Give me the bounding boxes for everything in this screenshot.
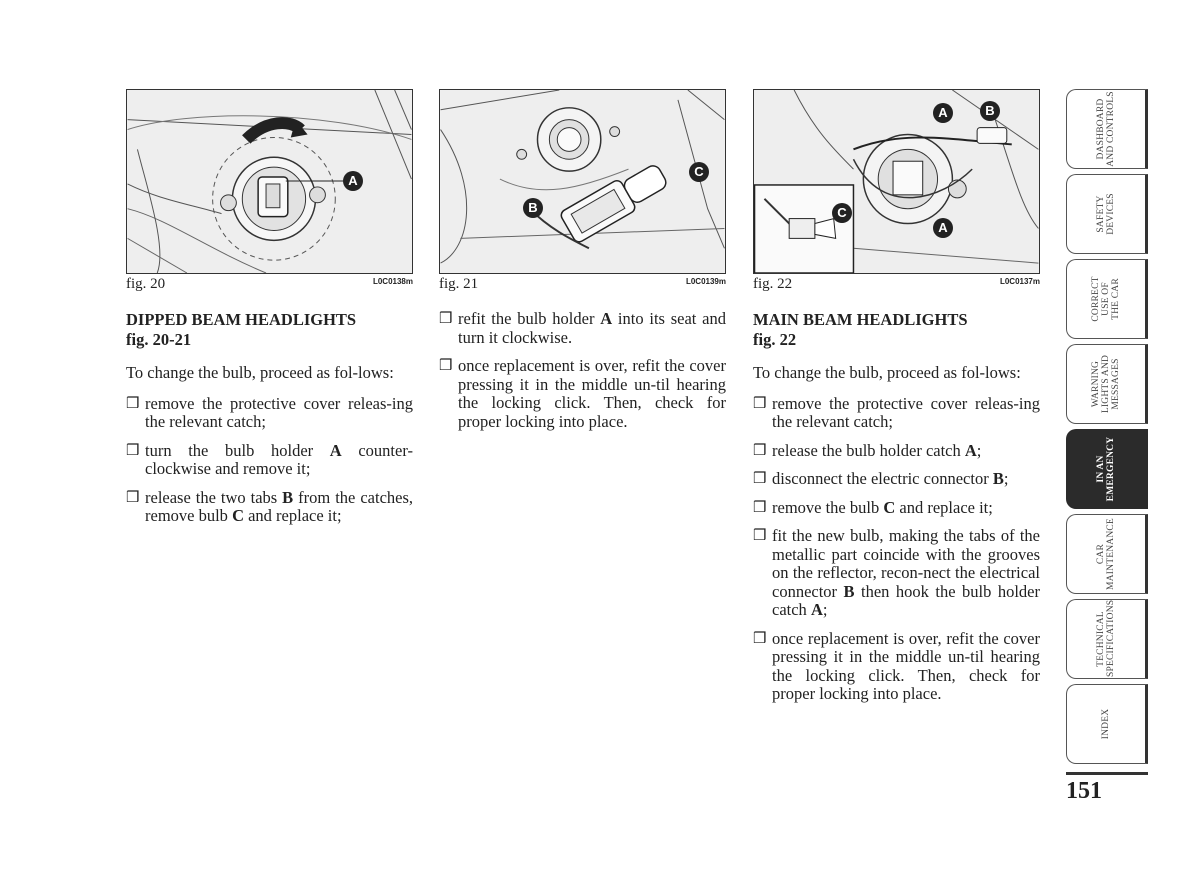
column-dipped-beam xyxy=(126,310,413,536)
step-text: once replacement is over, refit the cover pressing it in the middle un-til hearing the locking click. Then, check for proper locking into place. xyxy=(458,356,726,431)
figure-22-caption xyxy=(753,276,1040,296)
section-heading xyxy=(126,310,413,350)
checkbox-bullet-icon: ❒ xyxy=(126,395,140,412)
step-item xyxy=(126,489,413,526)
step-text: turn the bulb holder xyxy=(145,440,330,460)
checkbox-bullet-icon: ❒ xyxy=(753,528,767,544)
checkbox-bullet-icon: ❒ xyxy=(126,489,140,506)
tab-index[interactable] xyxy=(1066,684,1148,764)
step-text: and replace it; xyxy=(243,506,342,525)
figure-20-illustration xyxy=(127,90,412,273)
step-item xyxy=(439,357,726,431)
step-text: ; xyxy=(822,600,828,619)
step-item xyxy=(439,310,726,347)
step-ref: A xyxy=(964,440,977,460)
figure-21 xyxy=(439,89,726,274)
figure-code: L0C0138m xyxy=(372,277,413,286)
tab-label: WARNING LIGHTS AND MESSAGES xyxy=(1091,354,1121,414)
step-text: remove the protective cover releas-ing the relevant catch; xyxy=(772,393,1040,431)
callout-C: C xyxy=(689,162,709,182)
step-text: release the two tabs xyxy=(145,487,283,507)
tab-safety-devices[interactable] xyxy=(1066,174,1148,254)
tab-label: CORRECT USE OF THE CAR xyxy=(1091,276,1121,322)
intro-text: To change the bulb, proceed as fol-lows: xyxy=(126,363,394,382)
tab-label: INDEX xyxy=(1101,708,1111,740)
step-item xyxy=(753,527,1040,620)
step-ref: C xyxy=(883,497,896,517)
figure-label: fig. 20 xyxy=(126,276,166,292)
step-text: fit the new bulb, making the tabs of the metallic part coincide with the grooves on the reflector, recon-nect the electrical connector xyxy=(772,526,1040,601)
figure-label: fig. 22 xyxy=(753,276,793,292)
step-list xyxy=(753,395,1040,704)
tab-warning-lights-and-messages[interactable] xyxy=(1066,344,1148,424)
figure-code: L0C0137m xyxy=(999,277,1040,286)
step-item xyxy=(753,470,1040,489)
step-item xyxy=(753,442,1040,461)
figure-code: L0C0139m xyxy=(685,277,726,286)
checkbox-bullet-icon: ❒ xyxy=(126,442,140,459)
step-text: once replacement is over, refit the cover pressing it in the middle un-til hearing the locking click. Then, check for proper locking into place. xyxy=(772,628,1040,703)
tab-label: IN AN EMERGENCY xyxy=(1096,436,1116,502)
checkbox-bullet-icon: ❒ xyxy=(753,471,767,487)
tab-label: SAFETY DEVICES xyxy=(1096,193,1116,235)
step-ref: A xyxy=(810,600,823,619)
page-number-rule xyxy=(1066,772,1148,775)
step-text: into its seat and turn it clockwise. xyxy=(458,309,726,347)
step-list xyxy=(439,310,726,431)
step-text: release the bulb holder catch xyxy=(772,440,965,460)
tab-in-an-emergency[interactable] xyxy=(1066,429,1148,509)
column-main-beam xyxy=(753,310,1040,714)
section-heading xyxy=(753,310,1040,350)
step-item xyxy=(753,395,1040,432)
step-text: disconnect the electric connector xyxy=(772,469,993,488)
heading-figref: fig. 20-21 xyxy=(126,330,192,349)
figure-20-caption xyxy=(126,276,413,296)
checkbox-bullet-icon: ❒ xyxy=(753,395,767,412)
callout-B: B xyxy=(523,198,543,218)
checkbox-bullet-icon: ❒ xyxy=(753,499,767,516)
callout-C: C xyxy=(832,203,852,223)
step-text: counter-clockwise and remove it; xyxy=(145,440,413,478)
figure-label: fig. 21 xyxy=(439,276,479,292)
checkbox-bullet-icon: ❒ xyxy=(753,442,767,459)
callout-B: B xyxy=(980,101,1000,121)
figure-22 xyxy=(753,89,1040,274)
checkbox-bullet-icon: ❒ xyxy=(439,311,453,327)
checkbox-bullet-icon: ❒ xyxy=(439,358,453,374)
callout-A: A xyxy=(933,103,953,123)
tab-label: TECHNICAL SPECIFICATIONS xyxy=(1096,599,1116,677)
step-text: ; xyxy=(1003,469,1009,488)
page-number: 151 xyxy=(1066,778,1102,804)
step-text: then hook the bulb holder catch xyxy=(772,581,1040,619)
heading-figref: fig. 22 xyxy=(753,330,797,349)
step-text: remove the protective cover releas-ing the relevant catch; xyxy=(145,393,413,431)
step-item xyxy=(753,499,1040,518)
step-item xyxy=(126,442,413,479)
step-text: remove the bulb xyxy=(772,497,884,517)
intro-text: To change the bulb, proceed as fol-lows: xyxy=(753,363,1021,382)
column-dipped-beam-cont xyxy=(439,310,726,441)
tab-label: CAR MAINTENANCE xyxy=(1096,518,1116,590)
step-ref: B xyxy=(992,469,1004,488)
step-item xyxy=(126,395,413,432)
step-list xyxy=(126,395,413,526)
callout-A: A xyxy=(343,171,363,191)
step-item xyxy=(753,630,1040,704)
tab-correct-use-of-the-car[interactable] xyxy=(1066,259,1148,339)
step-ref: B xyxy=(282,487,294,507)
figure-21-illustration xyxy=(440,90,725,273)
step-ref: B xyxy=(843,581,855,601)
step-text: ; xyxy=(976,440,982,460)
heading-title: DIPPED BEAM HEADLIGHTS xyxy=(126,310,357,329)
tab-technical-specifications[interactable] xyxy=(1066,599,1148,679)
step-text: and replace it; xyxy=(895,497,993,517)
step-text: from the catches, remove bulb xyxy=(145,487,414,525)
figure-21-caption xyxy=(439,276,726,296)
tab-label: DASHBOARD AND CONTROLS xyxy=(1096,91,1116,167)
callout-A: A xyxy=(933,218,953,238)
heading-title: MAIN BEAM HEADLIGHTS xyxy=(753,310,968,329)
checkbox-bullet-icon: ❒ xyxy=(753,630,767,647)
tab-car-maintenance[interactable] xyxy=(1066,514,1148,594)
step-ref: C xyxy=(232,506,244,525)
step-text: refit the bulb holder xyxy=(458,309,601,328)
step-ref: A xyxy=(329,440,342,460)
step-ref: A xyxy=(600,309,613,328)
figure-20 xyxy=(126,89,413,274)
tab-dashboard-and-controls[interactable] xyxy=(1066,89,1148,169)
